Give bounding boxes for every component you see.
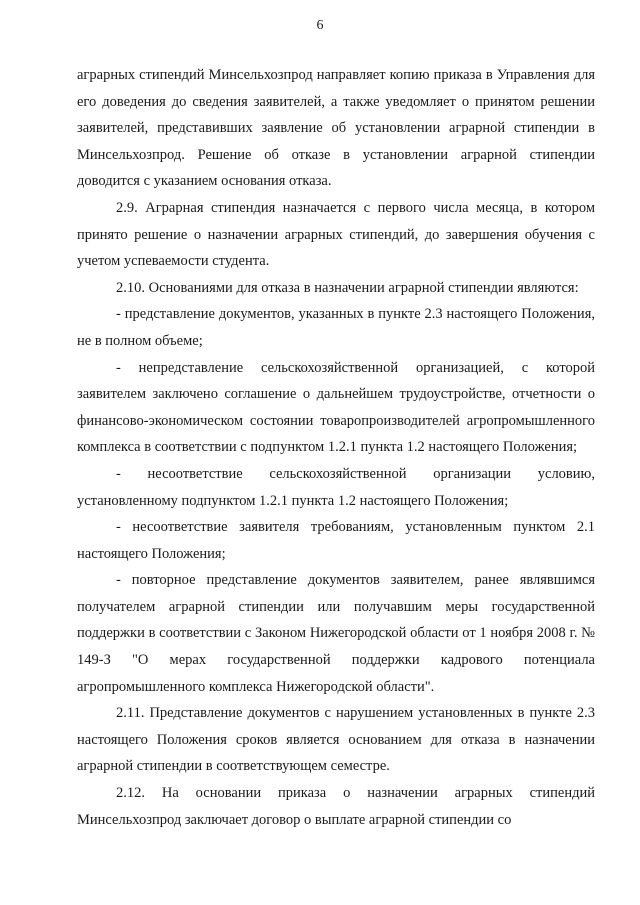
paragraph-2-10: 2.10. Основаниями для отказа в назначении аграрной стипендии являются: <box>116 279 579 296</box>
paragraph-2-11: 2.11. Представление документов с нарушением установленных в пункте 2.3 настоящего Положения сроков является основанием для отказа в назначении аграрной стипендии в соответствующем семестре. <box>77 705 595 775</box>
page-number: 6 <box>316 18 324 33</box>
list-item-no-reporting: - непредставление сельскохозяйственной организацией, с которой заявителем заключено соглашение о дальнейшем трудоустройстве, отчетности о финансово-экономическом состоянии товаропроизводителей агропромышленного комплекса в соответствии с подпунктом 1.2.1 пункта 1.2 настоящего Положения; <box>77 359 595 456</box>
paragraph-decision-notice: аграрных стипендий Минсельхозпрод направляет копию приказа в Управления для его доведения до сведения заявителей, а также уведомляет о принятом решении заявителей, представивших заявление об установлении аграрной стипендии в Минсельхозпрод. Решение об отказе в установлении аграрной стипендии доводится с указанием основания отказа. <box>77 67 595 190</box>
paragraph-2-9: 2.9. Аграрная стипендия назначается с первого числа месяца, в котором принято решение о назначении аграрных стипендий, до завершения обучения с учетом успеваемости студента. <box>77 199 595 270</box>
list-item-repeat-submission: - повторное представление документов заявителем, ранее являвшимся получателем аграрной стипендии или получавшим меры государственной поддержки в соответствии с Законом Нижегородской области от 1 ноября 2008 г. № 149-З "О мерах государственной поддержки кадрового потенциала агропромышленного комплекса Нижегородской области". <box>77 572 595 695</box>
paragraph-2-12: 2.12. На основании приказа о назначении аграрных стипендий Минсельхозпрод заключает договор о выплате аграрной стипендии со <box>77 785 595 828</box>
list-item-organization-mismatch: - несоответствие сельскохозяйственной организации условию, установленному подпунктом 1.2.1 пункта 1.2 настоящего Положения; <box>77 465 595 509</box>
list-item-applicant-mismatch: - несоответствие заявителя требованиям, установленным пунктом 2.1 настоящего Положения; <box>77 519 595 562</box>
list-item-incomplete-documents: - представление документов, указанных в пункте 2.3 настоящего Положения, не в полном объеме; <box>77 306 595 349</box>
document-body <box>77 62 595 833</box>
